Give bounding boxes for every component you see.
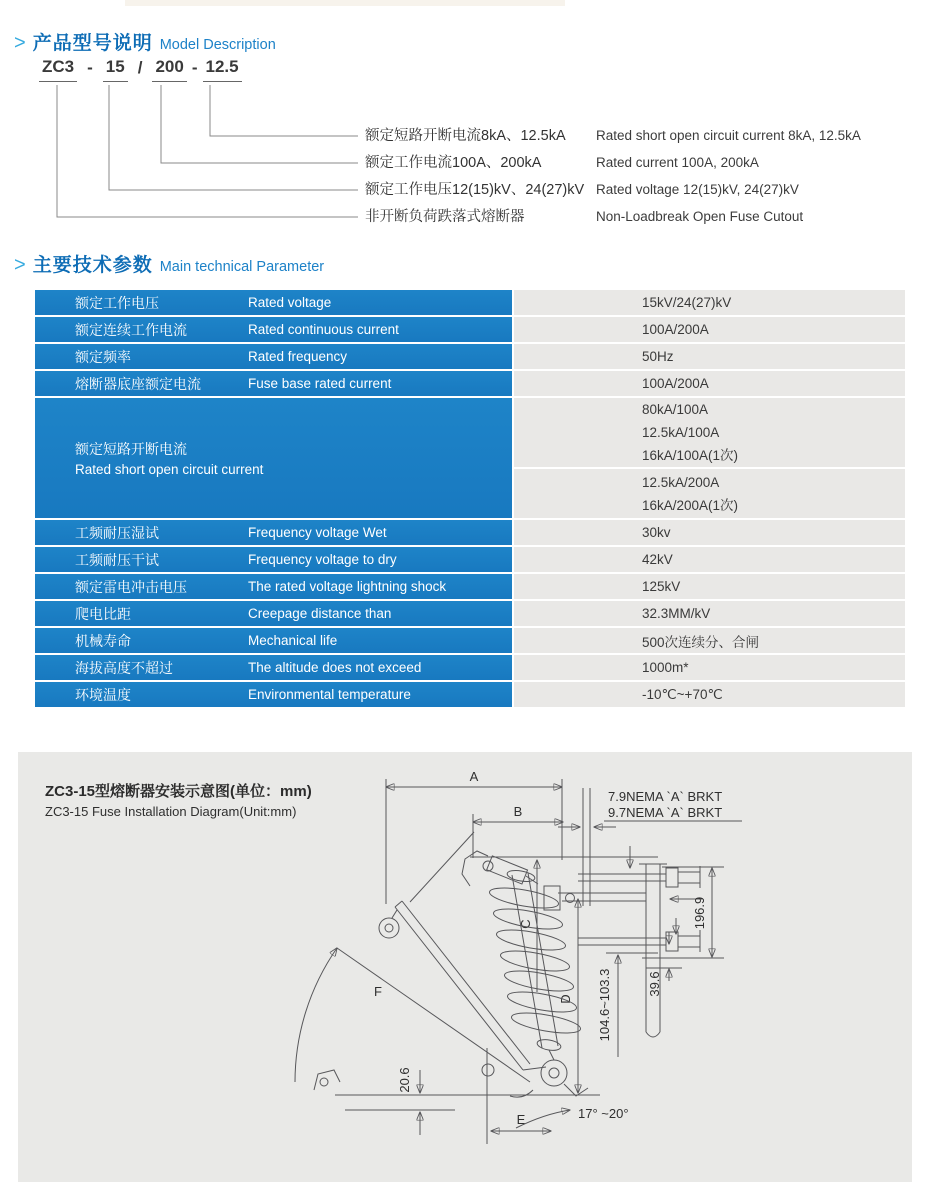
dim-a — [386, 769, 562, 904]
model-code-segment: 15 — [103, 57, 128, 82]
table-row — [35, 601, 905, 626]
dim-d-label: D — [558, 994, 573, 1004]
parameter-zh: 额定工作电压 — [75, 294, 159, 311]
parameter-en: Frequency voltage Wet — [248, 525, 387, 540]
model-label-en: Rated current 100A, 200kA — [596, 155, 759, 170]
parameter-value-cell: 500次连续分、合闸 — [514, 628, 905, 653]
model-code-segment: - — [87, 58, 93, 77]
parameter-zh: 工频耐压干试 — [75, 551, 159, 568]
parameter-en: Fuse base rated current — [248, 376, 392, 391]
parameter-name-cell — [35, 290, 512, 315]
section-chevron-icon: > — [14, 32, 26, 54]
dim-c — [470, 857, 658, 992]
swing-arc — [295, 948, 530, 1082]
value-line: 16kA/100A(1次) — [642, 448, 739, 463]
short-circuit-values — [514, 398, 905, 518]
model-label-row — [365, 208, 910, 226]
section-title-zh: 产品型号说明 — [32, 33, 153, 54]
dim-b-label: B — [513, 804, 523, 819]
insulator — [488, 869, 582, 1060]
parameter-name-cell — [35, 317, 512, 342]
parameter-en: Rated short open circuit current — [75, 462, 264, 477]
parameter-zh: 爬电比距 — [75, 605, 131, 622]
parameter-value-cell — [514, 398, 905, 467]
dim-104 — [597, 953, 658, 1057]
parameter-zh: 熔断器底座额定电流 — [75, 375, 201, 392]
section-chevron-icon: > — [14, 254, 26, 276]
dim-e — [487, 1048, 551, 1144]
dim-d — [558, 899, 578, 1093]
hinge-assembly — [314, 1060, 588, 1097]
fuse-installation-drawing — [18, 752, 912, 1182]
parameter-value-cell: -10℃~+70℃ — [514, 682, 905, 707]
parameter-table — [35, 290, 905, 709]
parameter-rows-bottom — [35, 520, 905, 707]
table-row — [35, 628, 905, 653]
dim-20 — [335, 1067, 600, 1135]
installation-diagram-panel — [18, 752, 912, 1182]
table-row-short-circuit — [35, 398, 905, 518]
mounting-bracket — [544, 846, 702, 1037]
parameter-value-cell: 100A/200A — [514, 317, 905, 342]
dim-39-label: 39.6 — [647, 971, 662, 997]
model-code-segment: 12.5 — [203, 57, 242, 82]
technical-parameter-header — [14, 250, 324, 277]
parameter-name-cell — [35, 574, 512, 599]
model-label-en: Non-Loadbreak Open Fuse Cutout — [596, 209, 804, 224]
model-label-zh: 额定工作电压12(15)kV、24(27)kV — [365, 182, 585, 198]
table-row — [35, 574, 905, 599]
diagram-title-en: ZC3-15 Fuse Installation Diagram(Unit:mm) — [45, 804, 297, 819]
value-line: 12.5kA/100A — [642, 425, 720, 440]
parameter-value-cell: 100A/200A — [514, 371, 905, 396]
table-row — [35, 520, 905, 545]
diagram-title-zh: ZC3-15型熔断器安装示意图(单位：mm) — [45, 783, 312, 800]
parameter-value-cell — [514, 469, 905, 518]
model-code-segment: 200 — [152, 57, 186, 82]
parameter-name-cell — [35, 682, 512, 707]
parameter-en: Frequency voltage to dry — [248, 552, 397, 567]
parameter-value-cell: 32.3MM/kV — [514, 601, 905, 626]
nema-label-1: 7.9NEMA `A` BRKT — [608, 789, 723, 804]
model-code-segment: / — [137, 58, 143, 77]
model-label-zh: 额定短路开断电流8kA、12.5kA — [365, 128, 566, 144]
section-title-en: Model Description — [159, 37, 276, 53]
nema-label-2: 9.7NEMA `A` BRKT — [608, 805, 723, 820]
parameter-value-cell: 1000m* — [514, 655, 905, 680]
dim-e-label: E — [516, 1112, 526, 1127]
parameter-rows-top — [35, 290, 905, 396]
dim-39 — [646, 932, 682, 997]
model-label-en: Rated voltage 12(15)kV, 24(27)kV — [596, 182, 799, 197]
parameter-en: Rated frequency — [248, 349, 348, 364]
model-description-header — [14, 28, 276, 55]
model-label-zh: 非开断负荷跌落式熔断器 — [365, 209, 525, 225]
parameter-en: Rated voltage — [248, 295, 332, 310]
parameter-zh: 额定连续工作电流 — [75, 321, 187, 338]
table-row — [35, 290, 905, 315]
parameter-en: The rated voltage lightning shock — [248, 579, 447, 594]
section-title-zh: 主要技术参数 — [32, 255, 153, 276]
parameter-name-cell — [35, 398, 512, 518]
nema-bracket-labels — [558, 788, 742, 906]
parameter-name-cell — [35, 344, 512, 369]
value-line: 16kA/200A(1次) — [642, 497, 739, 513]
parameter-name-cell — [35, 547, 512, 572]
parameter-value-cell: 42kV — [514, 547, 905, 572]
parameter-name-cell — [35, 628, 512, 653]
angle-label: 17° ~20° — [578, 1106, 629, 1121]
table-row — [35, 371, 905, 396]
parameter-en: Mechanical life — [248, 633, 338, 648]
table-row — [35, 547, 905, 572]
parameter-name-cell — [35, 601, 512, 626]
parameter-zh: 工频耐压湿试 — [75, 524, 159, 541]
parameter-en: Environmental temperature — [248, 687, 411, 702]
parameter-value-cell: 15kV/24(27)kV — [514, 290, 905, 315]
table-row — [35, 682, 905, 707]
section-title-en: Main technical Parameter — [159, 259, 325, 275]
value-line: 12.5kA/200A — [642, 474, 720, 490]
parameter-en: Creepage distance than — [248, 606, 392, 621]
parameter-zh: 额定雷电冲击电压 — [75, 578, 187, 595]
parameter-en: The altitude does not exceed — [248, 660, 422, 675]
parameter-value-cell: 125kV — [514, 574, 905, 599]
dim-b — [473, 804, 563, 858]
model-label-row — [365, 181, 910, 199]
dim-a-label: A — [469, 769, 479, 784]
parameter-name-cell — [35, 520, 512, 545]
parameter-name-cell — [35, 655, 512, 680]
model-label-row — [365, 127, 910, 145]
fuse-tube — [379, 832, 530, 1070]
dim-f-label: F — [374, 984, 382, 999]
table-row — [35, 317, 905, 342]
parameter-zh: 海拔高度不超过 — [75, 659, 173, 676]
model-label-en: Rated short open circuit current 8kA, 12.5kA — [596, 128, 861, 143]
dim-20-label: 20.6 — [397, 1067, 412, 1093]
model-code-segment: - — [191, 58, 198, 77]
dim-104-label: 104.6~103.3 — [597, 968, 612, 1042]
value-line: 80kA/100A — [642, 402, 709, 417]
parameter-zh: 机械寿命 — [75, 632, 131, 649]
parameter-zh: 额定频率 — [75, 348, 131, 365]
parameter-zh: 环境温度 — [75, 686, 131, 703]
model-label-zh: 额定工作电流100A、200kA — [365, 155, 542, 171]
parameter-value-cell: 30kv — [514, 520, 905, 545]
parameter-value-cell: 50Hz — [514, 344, 905, 369]
tilt-angle — [516, 1106, 629, 1128]
table-row — [35, 655, 905, 680]
model-label-row — [365, 154, 910, 172]
parameter-en: Rated continuous current — [248, 322, 399, 337]
model-code-segment: ZC3 — [39, 57, 77, 82]
parameter-name-cell — [35, 371, 512, 396]
dim-196-label: 196.9 — [692, 896, 707, 930]
dim-c-label: C — [518, 919, 533, 929]
cropped-text-remnant — [125, 0, 565, 6]
table-row — [35, 344, 905, 369]
parameter-zh: 额定短路开断电流 — [75, 441, 187, 457]
